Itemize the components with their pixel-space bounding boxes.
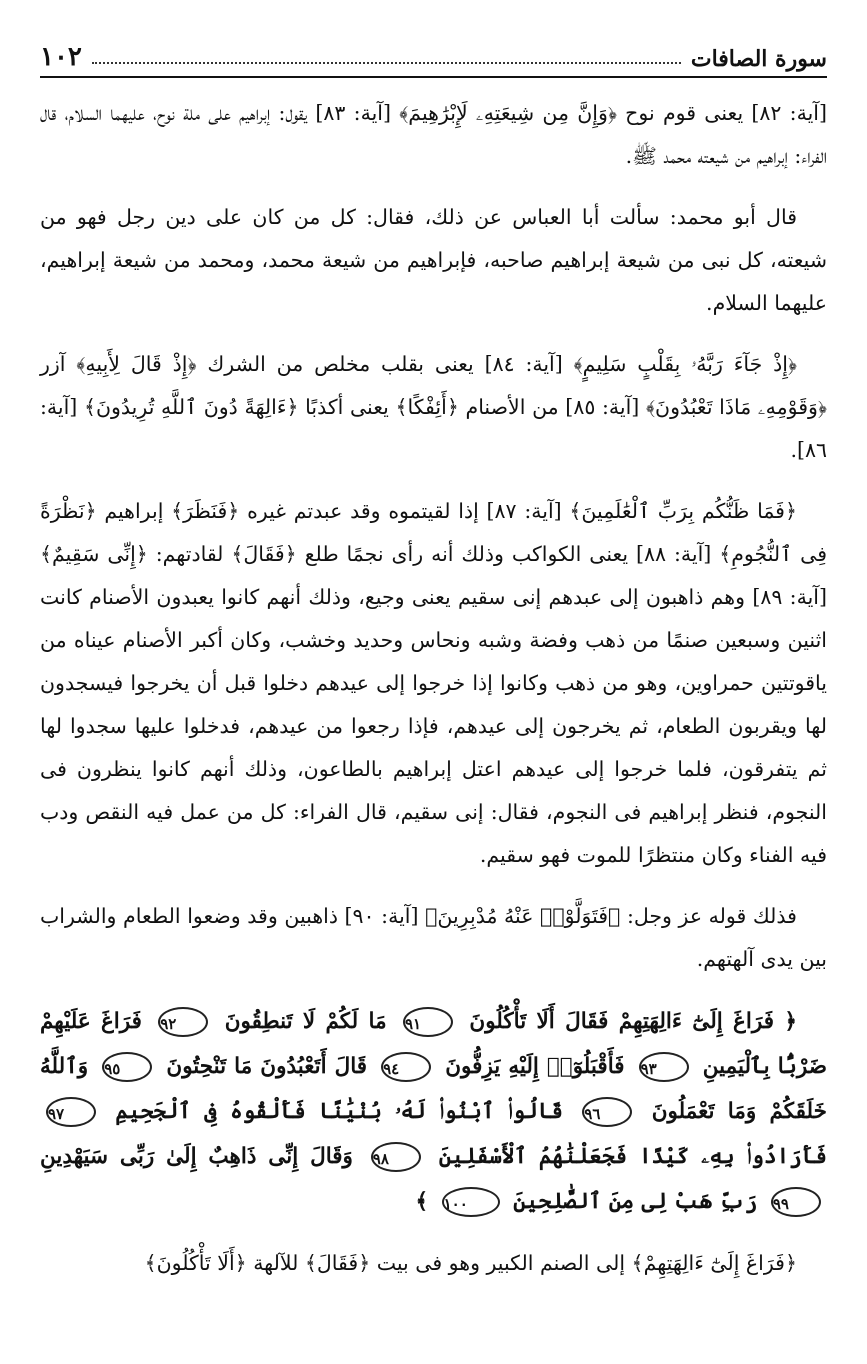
quran-verse-97: قَالُوا۟ ٱبْنُوا۟ لَهُۥ بُنْيَٰنًا فَأَلْقُوهُ فِى ٱلْجَحِيمِ [115, 1099, 564, 1124]
quran-verses-block [40, 999, 827, 1224]
quran-close-bracket: ﴾ [415, 1189, 429, 1214]
running-head [40, 38, 827, 78]
paragraph-abu-muhammad: قال أبو محمد: سألت أبا العباس عن ذلك، فقال: كل من كان على دين رجل فهو من شيعته، كل نبى من شيعة إبراهيم صاحبه، فإبراهيم من شيعة محمد، ومحمد من شيعة إبراهيم، عليهما السلام. [40, 205, 827, 315]
verse-number-marker: ٩٢ [158, 1007, 208, 1037]
verse-number-marker: ٩٩ [771, 1187, 821, 1217]
quran-open-bracket: ﴿ [784, 1009, 797, 1034]
page-body [40, 78, 827, 1285]
quran-verse-100: رَبِّ هَبْ لِى مِنَ ٱلصَّٰلِحِينَ [513, 1189, 758, 1214]
quran-verse-92: مَا لَكُمْ لَا تَنطِقُونَ [224, 1009, 387, 1034]
quran-verse-99: وَقَالَ إِنِّى ذَاهِبٌ إِلَىٰ رَبِّى سَيَهْدِينِ [40, 1144, 353, 1169]
verse-number-marker: ١٠٠ [442, 1187, 500, 1217]
paragraph-verses-87-89: ﴿فَمَا ظَنُّكُم بِرَبِّ ٱلْعَٰلَمِينَ﴾ [آية: ٨٧] إذا لقيتموه وقد عبدتم غيره ﴿فَنَظَرَ﴾ إبراهيم ﴿نَظْرَةً فِى ٱلنُّجُومِ﴾ [آية: ٨٨] يعنى الكواكب وذلك أنه رأى نجمًا طلع ﴿فَقَالَ﴾ لقادتهم: ﴿إِنِّى سَقِيمٌ﴾ [آية: ٨٩] وهم ذاهبون إلى عبدهم إنى سقيم يعنى وجيع، وذلك أنهم كانوا يعبدون الأصنام كانت اثنين وسبعين صنمًا من ذهب وفضة وشبه ونحاس وحديد وخشب، وكان أكبر الأصنام عيناه من ياقوتتين حمراوين، وهو من ذهب وكانوا إذا خرجوا إلى عيدهم دخلوا قبل أن يخرجوا فيسجدون لها ويقربون الطعام، ثم يخرجون إلى عيدهم، فإذا رجعوا من عيدهم، فدخلوا عليها سجدوا لها ثم يتفرقون، فلما خرجوا إلى عيدهم اعتل إبراهيم بالطاعون، وذلك أنهم كانوا ينظرون فى النجوم، فنظر إبراهيم فى النجوم، فقال: إنى سقيم، قال الفراء: كل من عمل فيه النقص ودب فيه الفناء وكان منتظرًا للموت فهو سقيم. [40, 499, 827, 867]
page-number: ١٠٢ [40, 42, 82, 72]
paragraph-verse-90: فذلك قوله عز وجل: ﴿فَتَوَلَّوْا۟ عَنْهُ مُدْبِرِينَ﴾ [آية: ٩٠] ذاهبين وقد وضعوا الطعام والشراب بين يدى آلهتهم. [40, 904, 827, 971]
header-dotted-leader [92, 62, 681, 64]
quran-verse-96: وَٱللَّهُ خَلَقَكُمْ وَمَا تَعْمَلُونَ [40, 1054, 827, 1124]
verse-number-marker: ٩٧ [46, 1097, 96, 1127]
quran-verse-91: فَرَاغَ إِلَىٰٓ ءَالِهَتِهِمْ فَقَالَ أَلَا تَأْكُلُونَ [469, 1009, 774, 1034]
verse-number-marker: ٩٥ [102, 1052, 152, 1082]
verse-number-marker: ٩٣ [639, 1052, 689, 1082]
verse-number-marker: ٩٦ [582, 1097, 632, 1127]
paragraph-verse-82-83: [آية: ٨٢] يعنى قوم نوح ﴿وَإِنَّ مِن شِيعَتِهِۦ لَإِبْرَٰهِيمَ﴾ [آية: ٨٣] يقول: إبراهيم على ملة نوح، عليهما السلام، قال الفراء: إبراهيم من شيعته محمد ﷺ. [40, 101, 827, 168]
verse-number-marker: ٩٤ [381, 1052, 431, 1082]
quran-verse-95: قَالَ أَتَعْبُدُونَ مَا تَنْحِتُونَ [166, 1054, 368, 1079]
quran-verse-93: فَرَاغَ عَلَيْهِمْ ضَرْبًۢا بِٱلْيَمِينِ [40, 1009, 827, 1079]
paragraph-verses-84-86: ﴿إِذْ جَآءَ رَبَّهُۥ بِقَلْبٍ سَلِيمٍ﴾ [آية: ٨٤] يعنى بقلب مخلص من الشرك ﴿إِذْ قَالَ لِأَبِيهِ﴾ آزر ﴿وَقَوْمِهِۦ مَاذَا تَعْبُدُونَ﴾ [آية: ٨٥] من الأصنام ﴿أَئِفْكًا﴾ يعنى أكذبًا ﴿ءَالِهَةً دُونَ ٱللَّهِ تُرِيدُونَ﴾ [آية: ٨٦]. [40, 352, 828, 462]
verse-number-marker: ٩٨ [371, 1142, 421, 1172]
paragraph-final: ﴿فَرَاغَ إِلَىٰٓ ءَالِهَتِهِمْ﴾ إلى الصنم الكبير وهو فى بيت ﴿فَقَالَ﴾ للآلهة ﴿أَلَا تَأْكُلُونَ﴾ [144, 1251, 797, 1275]
surah-title: سورة الصافات [690, 46, 827, 72]
quran-verse-98: فَأَرَادُوا۟ بِهِۦ كَيْدًا فَجَعَلْنَٰهُمُ ٱلْأَسْفَلِينَ [438, 1144, 827, 1169]
quran-verse-94: فَأَقْبَلُوٓا۟ إِلَيْهِ يَزِفُّونَ [445, 1054, 625, 1079]
verse-number-marker: ٩١ [403, 1007, 453, 1037]
